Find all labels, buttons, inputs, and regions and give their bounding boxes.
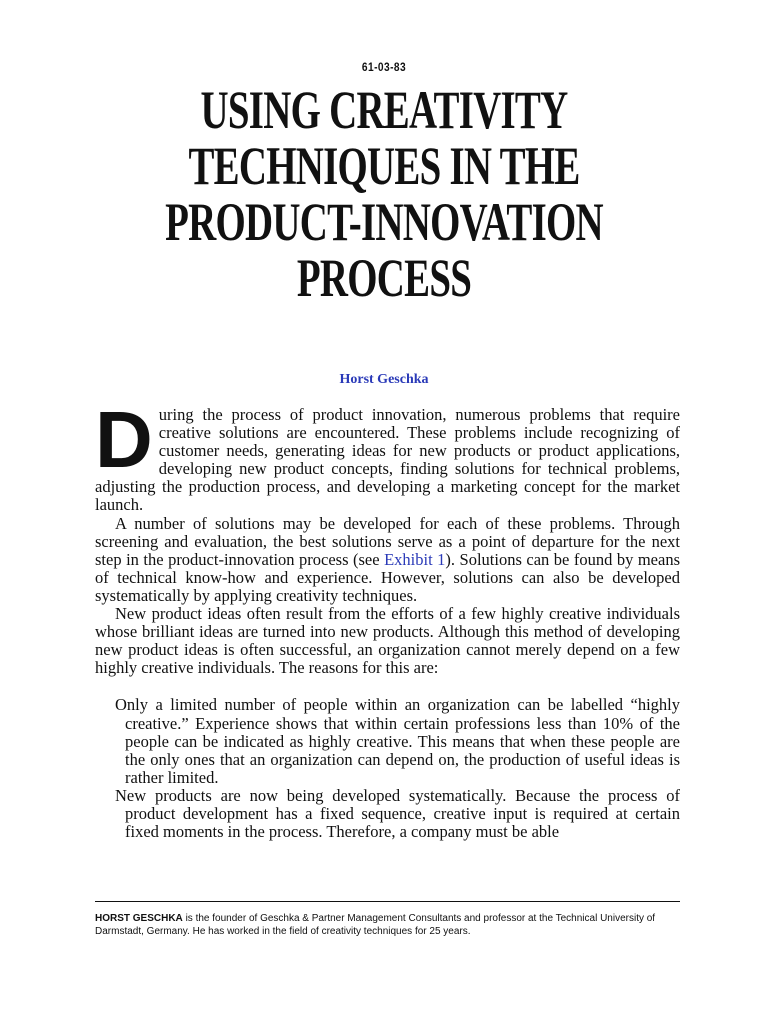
paragraph-2-text-a: A number of solutions may be developed for each of these problems. Through screening and evaluation, the best solutions serve as a point of departure for the next step in the product-innovation process (see: [95, 513, 680, 569]
paragraph-1: [95, 395, 680, 515]
footnote-divider: [95, 901, 680, 902]
title-line-3: PRODUCT-INNOVATION: [165, 192, 603, 252]
author-footnote: [95, 912, 685, 938]
paragraph-3: New product ideas often result from the efforts of a few highly creative individuals whose brilliant ideas are turned into new products. Although this method of developing new product ideas is often successful, an organization cannot merely depend on a few highly creative individuals. The reasons for this are:: [95, 604, 680, 678]
article-body: [95, 395, 680, 842]
document-code: 61-03-83: [361, 60, 407, 74]
author-name: Horst Geschka: [339, 372, 429, 387]
exhibit-1-link[interactable]: Exhibit 1: [384, 549, 446, 569]
list-item: New products are now being developed systematically. Because the process of product development has a fixed sequence, creative input is required at certain fixed moments in the process. Therefore, a company must be able: [115, 785, 680, 842]
title-line-2: TECHNIQUES IN THE: [188, 136, 580, 196]
paragraph-2: [95, 515, 680, 605]
article-title: [108, 82, 661, 306]
title-line-1: USING CREATIVITY: [200, 80, 568, 140]
title-line-4: PROCESS: [296, 248, 472, 308]
drop-cap: D: [95, 395, 153, 484]
paragraph-2-text-b: ). Solutions can be found by means of technical know-how and experience. However, solutions can also be developed systematically by applying creativity techniques.: [95, 549, 680, 605]
paragraph-1-text: uring the process of product innovation, numerous problems that require creative solutions are encountered. These problems include recognizing of customer needs, generating ideas for new products or product applications, developing new product concepts, finding solutions for technical problems, adjusting the production process, and developing a marketing concept for the market launch.: [95, 405, 680, 515]
list-item: Only a limited number of people within an organization can be labelled “highly creative.” Experience shows that within certain professions less than 10% of the people can be indicated as highly creative. This means that when these people are the only ones that an organization can depend on, the production of useful ideas is rather limited.: [115, 695, 680, 787]
footnote-text: is the founder of Geschka & Partner Management Consultants and professor at the Technical University of Darmstadt, Germany. He has worked in the field of creativity techniques for 25 years.: [95, 913, 656, 937]
footnote-author-name: HORST GESCHKA: [95, 913, 183, 924]
reasons-list: [95, 696, 680, 841]
